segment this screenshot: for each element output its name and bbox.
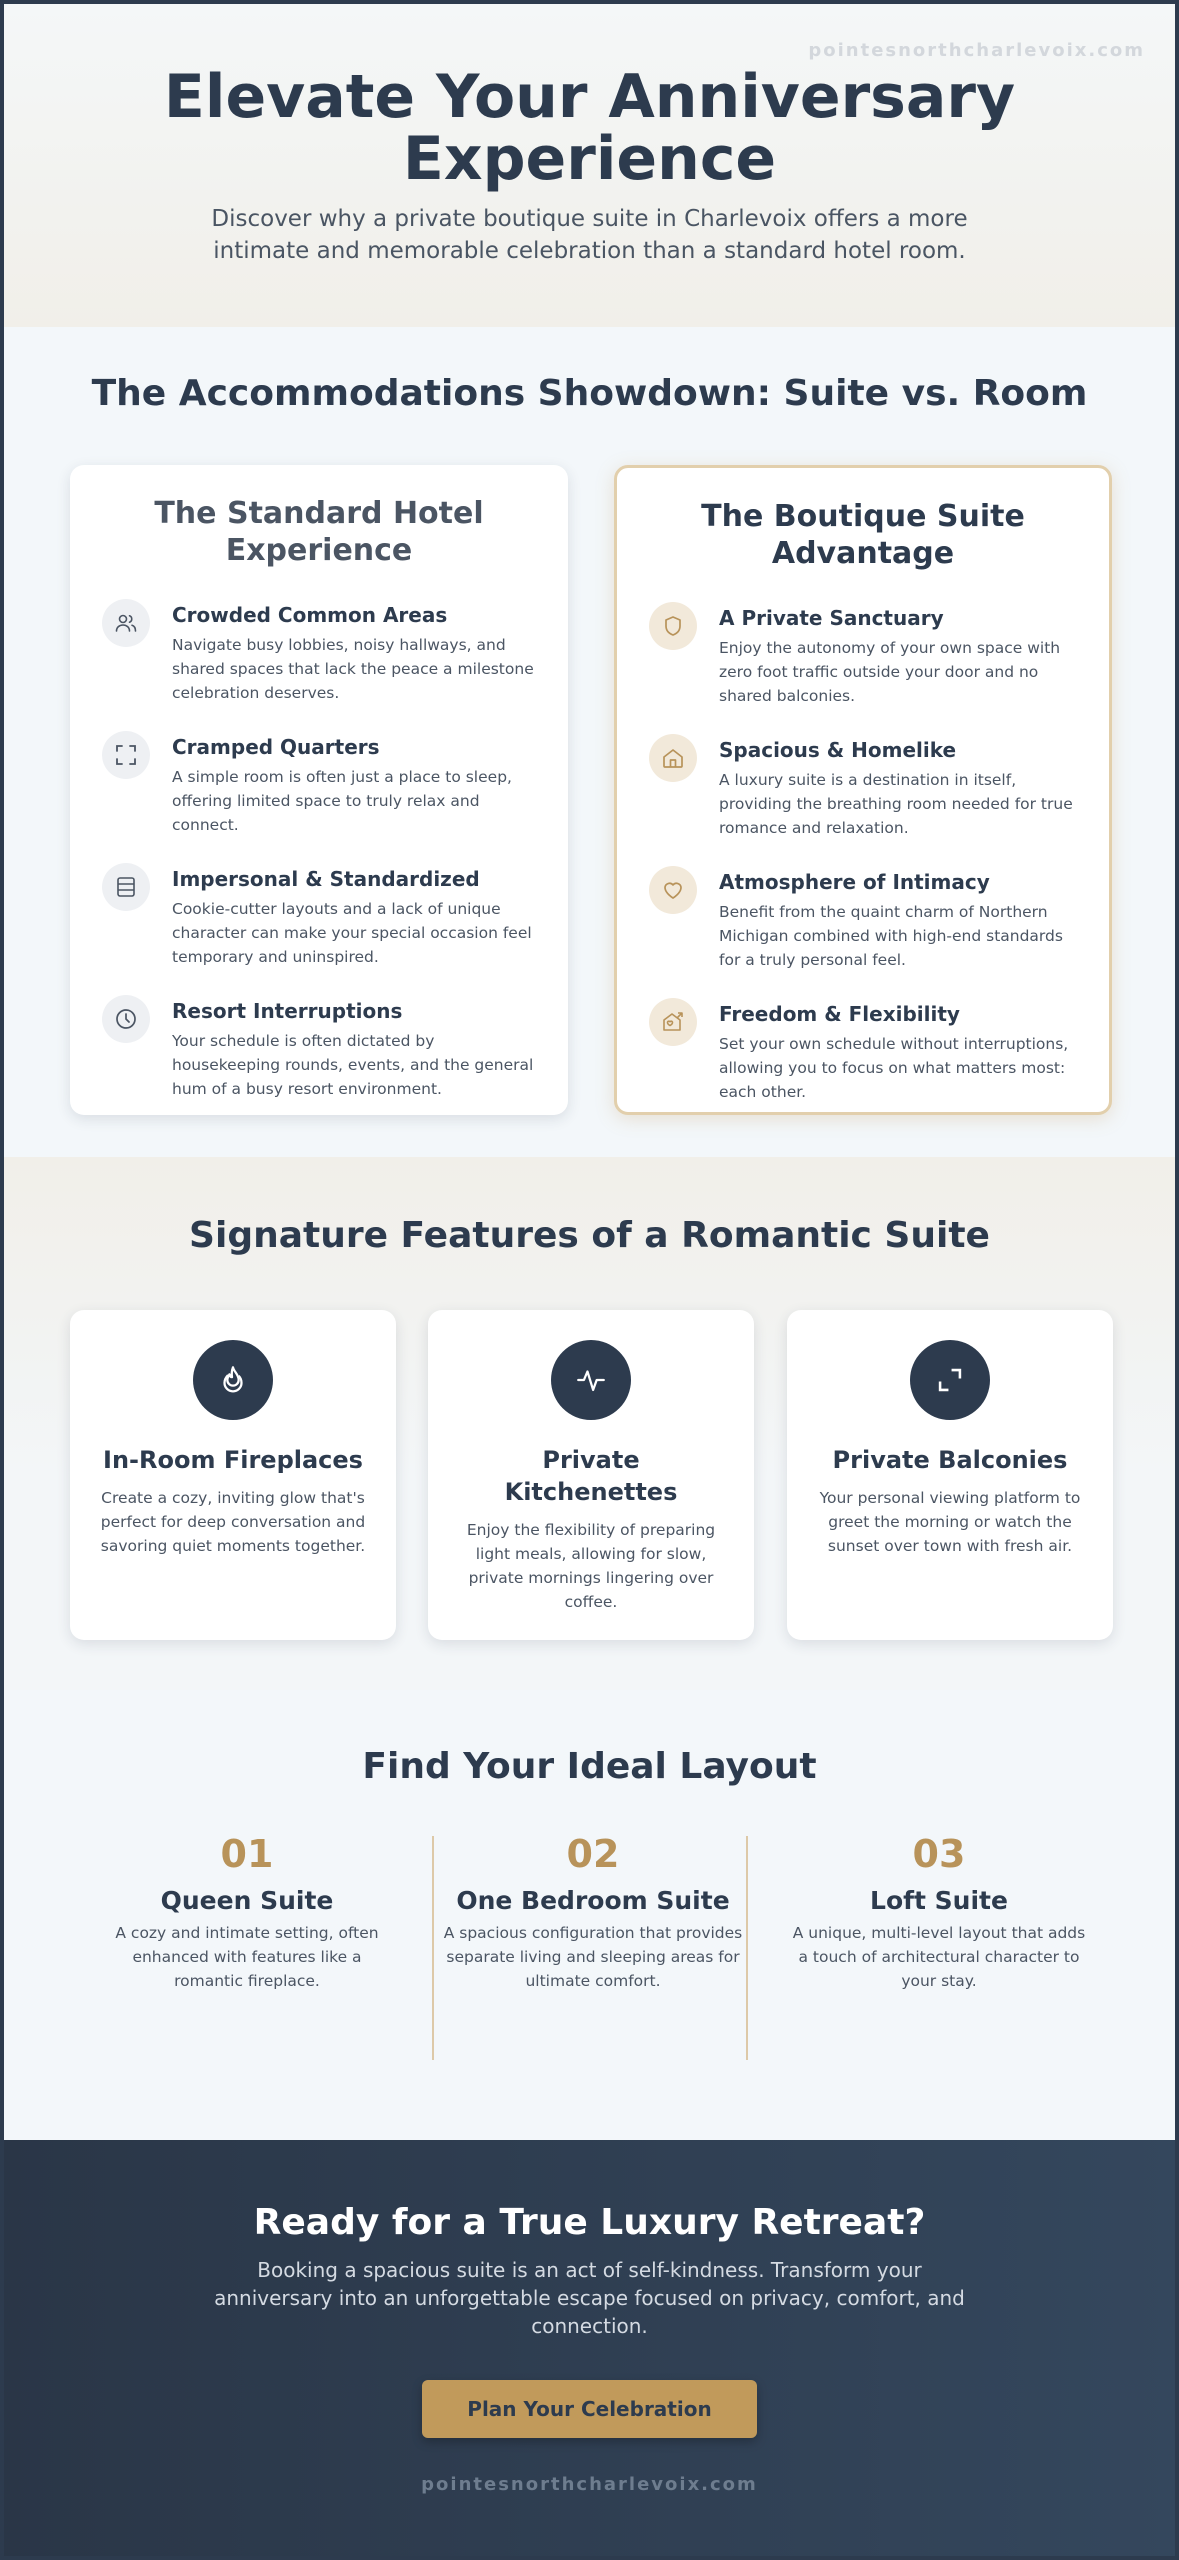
feature-title: Atmosphere of Intimacy bbox=[719, 870, 990, 894]
feature-title: Crowded Common Areas bbox=[172, 603, 448, 627]
clock-icon bbox=[102, 995, 150, 1043]
feature-text: Your schedule is often dictated by housekeeping rounds, events, and the general hum of a busy resort environment. bbox=[172, 1032, 534, 1098]
site-domain-watermark: pointesnorthcharlevoix.com bbox=[808, 40, 1145, 61]
arrows-expand-icon bbox=[910, 1340, 990, 1420]
users-icon bbox=[102, 599, 150, 647]
feature-card-title: Private Kitchenettes bbox=[504, 1446, 678, 1506]
feature-text: Set your own schedule without interruptions, allowing you to focus on what matters most: each other. bbox=[719, 1035, 1069, 1101]
feature-title: Cramped Quarters bbox=[172, 735, 380, 759]
cta-text: Booking a spacious suite is an act of self-kindness. Transform your anniversary into an unforgettable escape focused on privacy, comfort, and connection. bbox=[214, 2258, 965, 2338]
layouts-section bbox=[4, 1690, 1175, 2140]
feature-title: Resort Interruptions bbox=[172, 999, 403, 1023]
heart-icon bbox=[649, 866, 697, 914]
boutique-card-title: The Boutique Suite Advantage bbox=[701, 499, 1025, 571]
standard-feature-item bbox=[102, 735, 536, 837]
feature-card-kitchenette bbox=[428, 1310, 754, 1640]
layout-title: One Bedroom Suite bbox=[456, 1886, 730, 1915]
expand-icon bbox=[102, 731, 150, 779]
feature-card-text: Your personal viewing platform to greet the morning or watch the sunset over town with fresh air. bbox=[819, 1489, 1081, 1555]
feature-title: Freedom & Flexibility bbox=[719, 1002, 960, 1026]
standard-feature-item bbox=[102, 603, 536, 705]
hero-section bbox=[4, 4, 1175, 327]
layout-text: A unique, multi-level layout that adds a touch of architectural character to your stay. bbox=[792, 1924, 1086, 1990]
signature-features-section bbox=[4, 1157, 1175, 1690]
standard-feature-item bbox=[102, 999, 536, 1101]
standard-card-title: The Standard Hotel Experience bbox=[154, 496, 484, 568]
feature-card-text: Enjoy the flexibility of preparing light meals, allowing for slow, private mornings lingering over coffee. bbox=[466, 1521, 716, 1611]
feature-text: Enjoy the autonomy of your own space with zero foot traffic outside your door and no shared balconies. bbox=[719, 639, 1061, 705]
boutique-suite-card bbox=[614, 465, 1112, 1115]
boutique-feature-item bbox=[649, 738, 1077, 840]
layout-number: 02 bbox=[566, 1832, 620, 1876]
house-heart-icon bbox=[649, 998, 697, 1046]
feature-text: Navigate busy lobbies, noisy hallways, and shared spaces that lack the peace a milestone celebration deserves. bbox=[172, 636, 534, 702]
feature-text: A luxury suite is a destination in itself, providing the breathing room needed for true romance and relaxation. bbox=[719, 771, 1073, 837]
showdown-section bbox=[4, 327, 1175, 1157]
feature-title: A Private Sanctuary bbox=[719, 606, 944, 630]
showdown-title: The Accommodations Showdown: Suite vs. Room bbox=[91, 373, 1088, 414]
footer-domain: pointesnorthcharlevoix.com bbox=[421, 2474, 758, 2495]
feature-text: Cookie-cutter layouts and a lack of unique character can make your special occasion feel temporary and uninspired. bbox=[172, 900, 532, 966]
layout-number: 01 bbox=[220, 1832, 274, 1876]
feature-title: Impersonal & Standardized bbox=[172, 867, 480, 891]
layout-divider bbox=[746, 1836, 748, 2060]
feature-card-fireplace bbox=[70, 1310, 396, 1640]
layout-number: 03 bbox=[912, 1832, 966, 1876]
flame-icon bbox=[193, 1340, 273, 1420]
layout-text: A spacious configuration that provides separate living and sleeping areas for ultimate comfort. bbox=[443, 1924, 743, 1990]
layout-item-queen bbox=[97, 1832, 397, 1993]
home-icon bbox=[649, 734, 697, 782]
signature-title: Signature Features of a Romantic Suite bbox=[189, 1215, 990, 1256]
cta-section bbox=[4, 2140, 1175, 2560]
plan-celebration-button[interactable]: Plan Your Celebration bbox=[422, 2380, 757, 2438]
standard-hotel-card bbox=[70, 465, 568, 1115]
boutique-feature-item bbox=[649, 606, 1077, 708]
list-icon bbox=[102, 863, 150, 911]
feature-card-title: Private Balconies bbox=[832, 1446, 1068, 1474]
shield-icon bbox=[649, 602, 697, 650]
feature-text: Benefit from the quaint charm of Northern Michigan combined with high-end standards for a truly personal feel. bbox=[719, 903, 1063, 969]
layout-title: Queen Suite bbox=[160, 1886, 334, 1915]
feature-card-title: In-Room Fireplaces bbox=[103, 1446, 363, 1474]
feature-card-text: Create a cozy, inviting glow that's perfect for deep conversation and savoring quiet moments together. bbox=[100, 1489, 366, 1555]
layout-divider bbox=[432, 1836, 434, 2060]
layouts-title: Find Your Ideal Layout bbox=[362, 1746, 817, 1787]
boutique-feature-item bbox=[649, 870, 1077, 972]
boutique-feature-item bbox=[649, 1002, 1077, 1104]
layout-item-loft bbox=[789, 1832, 1089, 1993]
standard-feature-item bbox=[102, 867, 536, 969]
page-title: Elevate Your Anniversary Experience bbox=[163, 62, 1016, 194]
cta-title: Ready for a True Luxury Retreat? bbox=[253, 2202, 926, 2243]
activity-icon bbox=[551, 1340, 631, 1420]
layout-item-one-bedroom bbox=[443, 1832, 743, 1993]
layout-title: Loft Suite bbox=[870, 1886, 1008, 1915]
feature-card-balcony bbox=[787, 1310, 1113, 1640]
feature-title: Spacious & Homelike bbox=[719, 738, 957, 762]
feature-text: A simple room is often just a place to sleep, offering limited space to truly relax and connect. bbox=[172, 768, 512, 834]
layout-text: A cozy and intimate setting, often enhanced with features like a romantic fireplace. bbox=[115, 1924, 379, 1990]
hero-subtitle: Discover why a private boutique suite in Charlevoix offers a more intimate and memorable celebration than a standard hotel room. bbox=[211, 206, 968, 264]
